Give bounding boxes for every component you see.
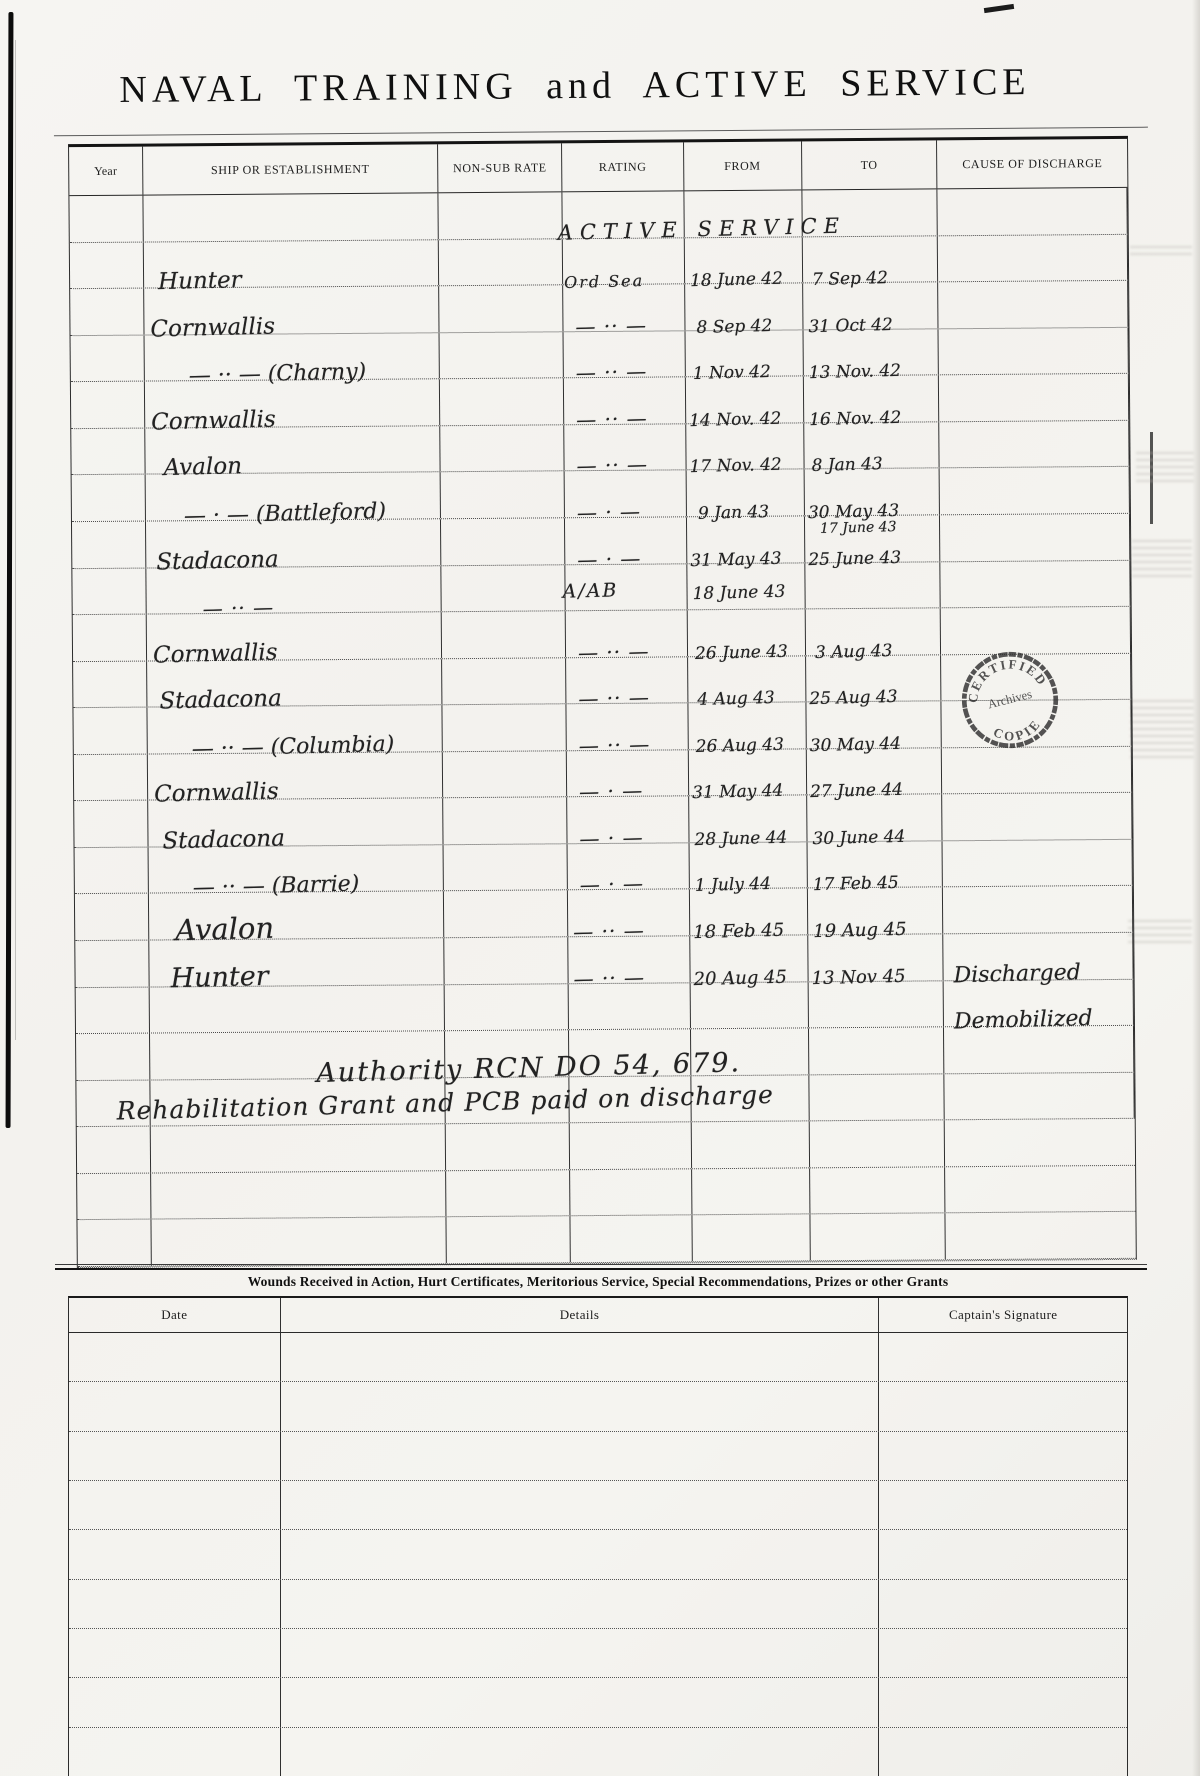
rating-entry: — ·· — [575, 359, 648, 386]
bleed-through-mark [1130, 700, 1194, 760]
from-entry: 1 Nov 42 [692, 362, 772, 385]
grants-empty-row [69, 1432, 1127, 1481]
from-entry: 26 Aug 43 [695, 734, 785, 757]
from-entry: 1 July 44 [694, 874, 772, 897]
col-header-from: FROM [684, 141, 802, 190]
stamp-text-bottom: COPIE [991, 715, 1045, 744]
ship-entry: Avalon [163, 453, 243, 482]
grants-section-heading: Wounds Received in Action, Hurt Certificates, Meritorious Service, Special Recommendations, Prizes or other Grants [247, 1274, 949, 1289]
ship-entry: — ·· — (Barrie) [192, 871, 360, 902]
ship-entry: — ·· — (Charny) [188, 359, 367, 390]
rating-entry: — ·· — [578, 685, 651, 711]
grants-empty-row [69, 1333, 1127, 1382]
grants-empty-row [69, 1678, 1127, 1727]
ship-entry: Stadacona [159, 685, 283, 715]
to-entry: 19 Aug 45 [812, 918, 907, 943]
authority-note: Authority RCN DO 54, 679. [315, 1046, 742, 1089]
ship-entry: Stadacona [155, 545, 280, 576]
bleed-through-mark [1132, 540, 1192, 580]
grants-empty-row [69, 1728, 1127, 1776]
rating-entry: — ·· — [572, 918, 645, 944]
from-entry: 28 June 44 [694, 827, 788, 850]
to-entry: 16 Nov. 42 [808, 407, 902, 430]
to-entry: 8 Jan 43 [811, 454, 883, 477]
from-entry: 17 Nov. 42 [689, 455, 782, 478]
cause-continuation-entry: Demobilized [953, 1006, 1093, 1035]
rating-entry: — ·· — [578, 731, 651, 758]
section-divider [55, 1264, 1147, 1265]
col-header-rating: RATING [562, 142, 684, 191]
ship-entry: Cornwallis [150, 406, 277, 436]
to-entry: 7 Sep 42 [811, 268, 889, 291]
section-divider-heavy [55, 1268, 1147, 1270]
col-header-non-sub-rate: NON-SUB RATE [438, 143, 562, 192]
grants-empty-row [69, 1580, 1127, 1629]
from-entry: 9 Jan 43 [697, 501, 770, 524]
to-note-entry: 17 June 43 [819, 518, 897, 537]
scan-edge-line [15, 40, 16, 1040]
rating-entry: — ·· — [576, 452, 649, 479]
from-entry: 31 May 44 [691, 781, 784, 804]
section-heading-row [69, 188, 1127, 243]
ship-entry: — ·· — (Columbia) [191, 731, 395, 762]
rating-entry: — ·· — [577, 638, 650, 665]
from-entry: 18 Feb 45 [692, 919, 785, 944]
ship-entry: Cornwallis [152, 639, 278, 669]
rating-entry: Ord Sea [563, 271, 645, 293]
section-heading: ACTIVE SERVICE [557, 213, 847, 245]
ship-entry: — · — (Battleford) [183, 498, 387, 529]
scan-mark [984, 4, 1014, 13]
stamp-text-middle: Archives [986, 686, 1034, 712]
scan-edge-bar [6, 12, 14, 1128]
from-entry: 14 Nov. 42 [688, 408, 782, 431]
bleed-through-mark [1128, 920, 1192, 946]
empty-row [77, 1212, 1135, 1267]
ship-entry: Avalon [174, 910, 275, 948]
rating-entry: — · — [578, 778, 644, 805]
col-header-to: TO [802, 140, 938, 189]
col-header-date: Date [69, 1298, 281, 1332]
grants-empty-row [69, 1382, 1127, 1431]
to-entry: 30 May 44 [809, 733, 902, 756]
stamp-text-top: CERTIFIED [964, 656, 1051, 704]
from-entry: 18 June 42 [689, 268, 784, 292]
ship-entry: Hunter [157, 267, 242, 296]
cause-entry: Discharged [953, 959, 1082, 988]
from-entry: 4 Aug 43 [697, 688, 776, 711]
grants-empty-row [69, 1530, 1127, 1579]
rating-entry: A/AB [562, 579, 619, 603]
to-entry: 13 Nov. 42 [808, 361, 902, 384]
rating-entry: — · — [579, 871, 645, 898]
from-entry: 31 May 43 [690, 548, 782, 571]
to-entry: 25 June 43 [808, 547, 902, 570]
empty-row [77, 1166, 1135, 1221]
rating-entry: — ·· — [573, 964, 646, 991]
bleed-through-mark [1136, 452, 1194, 482]
scan-edge-shadow [1192, 0, 1200, 1776]
to-entry: 17 Feb 45 [812, 873, 899, 896]
col-header-cause: CAUSE OF DISCHARGE [962, 155, 1103, 171]
authority-row [76, 1026, 1134, 1089]
from-entry: 8 Sep 42 [696, 315, 773, 338]
rating-entry: — ·· — [575, 312, 648, 339]
rating-entry: — ·· — [575, 405, 648, 432]
rating-entry: — · — [576, 499, 642, 525]
to-entry: 13 Nov 45 [811, 965, 906, 989]
service-table-header [69, 139, 1127, 196]
to-entry: 27 June 44 [809, 780, 904, 803]
grants-table [68, 1296, 1128, 1776]
from-entry: 20 Aug 45 [693, 966, 788, 990]
to-entry: 25 Aug 43 [809, 687, 898, 710]
to-entry: 3 Aug 43 [814, 640, 893, 663]
col-header-year: Year [69, 147, 143, 196]
bleed-through-mark [1130, 246, 1192, 260]
from-entry: 26 June 43 [694, 641, 789, 664]
rating-entry: — · — [579, 824, 644, 851]
ship-entry: Cornwallis [153, 778, 279, 808]
ship-entry: Hunter [170, 960, 270, 994]
grants-empty-row [69, 1481, 1127, 1530]
to-entry: 30 May 43 [807, 500, 900, 524]
col-header-ship: SHIP OR ESTABLISHMENT [143, 144, 439, 194]
from-entry: 18 June 43 [692, 581, 786, 605]
ship-entry: Cornwallis [150, 313, 276, 343]
empty-row [77, 1119, 1135, 1174]
grants-table-header [69, 1298, 1127, 1333]
rehabilitation-note: Rehabilitation Grant and PCB paid on discharge [116, 1080, 775, 1126]
col-header-signature: Captain's Signature [948, 1307, 1058, 1322]
rating-entry: — · — [576, 545, 642, 572]
page-title: NAVAL TRAINING and ACTIVE SERVICE [119, 61, 1031, 111]
to-entry: 30 June 44 [812, 826, 906, 850]
ship-entry: — ·· — [202, 595, 275, 621]
grants-empty-row [69, 1629, 1127, 1678]
to-entry: 31 Oct 42 [808, 314, 894, 337]
ship-entry: Stadacona [162, 825, 286, 855]
col-header-details: Details [281, 1298, 880, 1332]
title-rule [54, 127, 1148, 137]
